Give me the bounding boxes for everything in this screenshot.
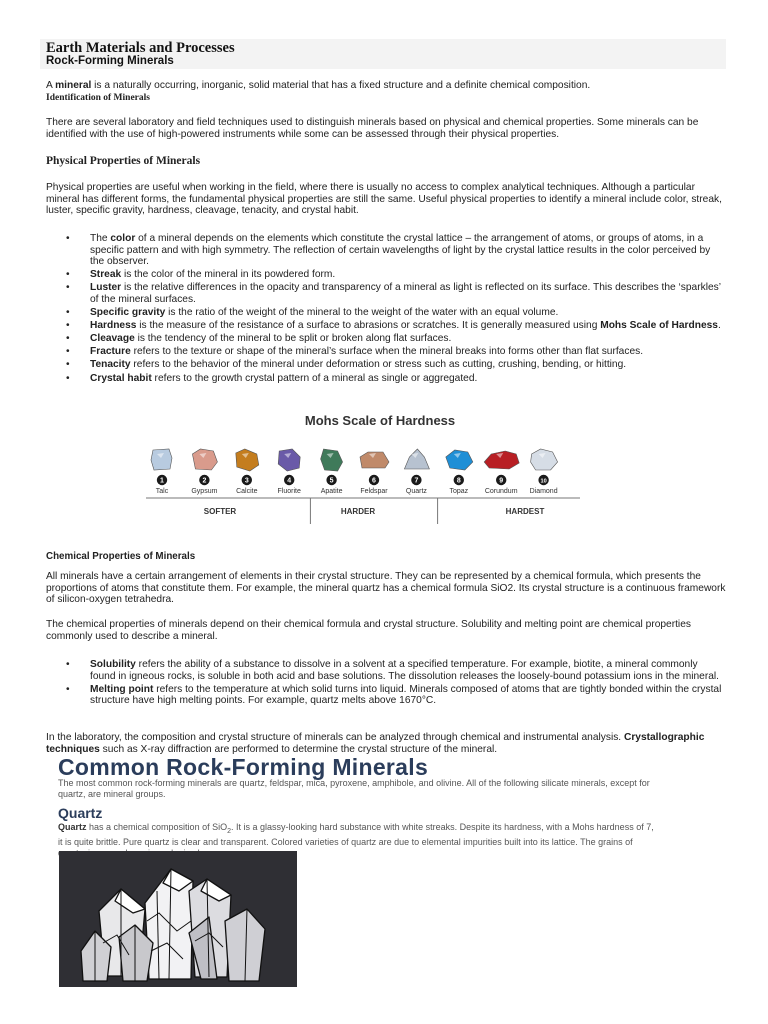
- mineral-name: Diamond: [529, 488, 558, 495]
- mineral-name: Quartz: [405, 488, 427, 495]
- mineral-specimen-feldspar: [360, 452, 389, 495]
- mineral-rock-shape: [321, 449, 343, 471]
- document-title: Earth Materials and Processes: [46, 40, 235, 56]
- physical-paragraph: Physical properties are useful when working in the field, where there is usually no access to complex analytical techniques. Although a particular mineral has different forms, the fundamental physical properties are still the same. Useful physical properties to identify a mineral include color, streak, luster, specific gravity, hardness, cleavage, tenacity, and crystal habit.: [46, 182, 722, 217]
- quartz-crystal-illustration: [59, 851, 297, 987]
- mineral-rock-shape: [151, 449, 172, 470]
- hardness-number: 7: [414, 477, 419, 485]
- hardness-number: 10: [540, 478, 547, 485]
- mineral-rock-shape: [531, 449, 558, 470]
- quartz-paragraph: Quartz has a chemical composition of SiO$_2$. It is a glassy-looking hard substance with white streaks. Despite its hardness, with a Mohs hardness of 7, it is quite brittle. Pure quartz is clear and transparent. Colored varieties of quartz are due to elemental impurities built into its lattice. The grains of: [58, 822, 654, 847]
- list-item: • Melting point refers to the temperature at which solid turns into liquid. Minerals composed of atoms that are tightly bonded within the crystal structure have high melting points. For example, quartz melts above 1670°C.: [66, 683, 722, 707]
- physical-properties-list: [66, 233, 722, 386]
- mineral-definition: A mineral is a naturally occurring, inorganic, solid material that has a fixed structure and a definite chemical composition.: [46, 80, 591, 91]
- mineral-specimen-gypsum: [191, 449, 217, 495]
- scale-label-softer: SOFTER: [203, 507, 237, 516]
- list-item: • Crystal habit refers to the growth crystal pattern of a mineral as single or aggregated.: [66, 372, 478, 384]
- list-item: • The color of a mineral depends on the elements which constitute the crystal lattice – the arrangement of atoms, or groups of atoms, in a specific pattern and with high symmetry. The reflection of certain wavelengths of light by the crystal lattice results in the color perceived by the observer.: [66, 233, 711, 268]
- list-item: • Fracture refers to the texture or shape of the mineral’s surface when the mineral breaks into forms other than flat surfaces.: [66, 346, 644, 358]
- hardness-number: 2: [202, 477, 207, 485]
- list-item: • Solubility refers the ability of a substance to dissolve in a solvent at a specified temperature. For example, biotite, a mineral commonly found in igneous rocks, is soluble in both acid and base solutions. The dissolution releases the loosely-bound potassium ions in the mineral.: [66, 659, 719, 682]
- chemical-paragraph-1: All minerals have a certain arrangement of elements in their crystal structure. They can be represented by a chemical formula, which presents the proportions of atoms that constitute them. For example, the mineral quartz has a chemical formula SiO2. Its crystal structure is a continuous framework of silicon-oxygen tetrahedra.: [46, 571, 726, 606]
- lab-analysis-paragraph: In the laboratory, the composition and crystal structure of minerals can be analyzed through chemical and instrumental analysis. Crystallographic techniques such as X-ray diffraction are performed to determine the crystal structure of the mineral.: [46, 732, 705, 755]
- chemical-heading: Chemical Properties of Minerals: [46, 551, 196, 562]
- mineral-name: Gypsum: [191, 488, 218, 495]
- mineral-specimen-quartz: [404, 449, 429, 495]
- mineral-specimen-diamond: [530, 449, 558, 495]
- list-item: • Specific gravity is the ratio of the weight of the mineral to the weight of the water with an equal volume.: [66, 307, 559, 319]
- mineral-rock-shape: [236, 449, 259, 471]
- mineral-name: Topaz: [449, 488, 469, 495]
- quartz-heading: Quartz: [58, 805, 103, 821]
- chemical-paragraph-2: The chemical properties of minerals depend on their chemical formula and crystal structure. Solubility and melting point are chemical properties commonly used to describe a mineral.: [46, 619, 691, 642]
- hardness-number: 1: [160, 477, 164, 485]
- hardness-number: 8: [456, 477, 461, 485]
- hardness-number: 6: [372, 477, 376, 485]
- identification-paragraph: There are several laboratory and field techniques used to distinguish minerals based on physical and chemical properties. Some minerals can be identified with the use of high-powered instruments while some can be assessed through their physical properties.: [46, 117, 699, 140]
- list-item: • Tenacity refers to the behavior of the mineral under deformation or stress such as cutting, crushing, bending, or hitting.: [66, 359, 627, 371]
- identification-heading: Identification of Minerals: [46, 93, 150, 103]
- scale-label-harder: HARDER: [340, 507, 376, 516]
- mineral-specimen-talc: [151, 449, 172, 495]
- list-item: • Hardness is the measure of the resistance of a surface to abrasions or scratches. It is generally measured using Mohs Scale of Hardness.: [66, 320, 721, 332]
- list-item: • Luster is the relative differences in the opacity and transparency of a mineral as light is reflected on its surface. This describes the ‘sparkles’ of the mineral surfaces.: [66, 282, 721, 305]
- scale-label-hardest: HARDEST: [505, 507, 545, 516]
- mineral-name: Calcite: [236, 488, 258, 495]
- hardness-number: 5: [329, 477, 334, 485]
- mineral-name: Talc: [155, 488, 169, 495]
- document-subtitle: Rock-Forming Minerals: [46, 55, 174, 67]
- mineral-specimen-calcite: [236, 449, 259, 495]
- list-item: • Cleavage is the tendency of the mineral to be split or broken along flat surfaces.: [66, 333, 452, 345]
- mineral-name: Feldspar: [360, 488, 388, 495]
- chemical-properties-list: [66, 659, 722, 708]
- quartz-crystal-image: [59, 851, 297, 987]
- mohs-scale-figure: [140, 440, 610, 525]
- mineral-name: Fluorite: [277, 488, 301, 495]
- list-item: • Streak is the color of the mineral in its powdered form.: [66, 269, 336, 281]
- mineral-name: Corundum: [484, 488, 518, 495]
- mineral-name: Apatite: [320, 488, 343, 495]
- mineral-specimen-apatite: [321, 449, 343, 495]
- common-minerals-title: Common Rock-Forming Minerals: [58, 754, 429, 780]
- mineral-specimen-corundum: [484, 451, 519, 495]
- physical-heading: Physical Properties of Minerals: [46, 155, 201, 167]
- mineral-rock-shape: [278, 449, 300, 471]
- hardness-number: 3: [244, 477, 249, 485]
- mineral-rock-shape: [404, 449, 429, 469]
- term-mineral: mineral: [55, 80, 92, 91]
- mineral-rock-shape: [192, 449, 217, 470]
- hardness-number: 4: [287, 477, 292, 485]
- common-minerals-intro: The most common rock-forming minerals are quartz, feldspar, mica, pyroxene, amphibole, and olivine. All of the following silicate minerals, except for quartz, are mineral groups.: [58, 778, 650, 799]
- mohs-scale-title: Mohs Scale of Hardness: [304, 413, 456, 428]
- mineral-specimen-topaz: [446, 450, 473, 495]
- mineral-rock-shape: [446, 450, 473, 470]
- hardness-number: 9: [499, 477, 504, 485]
- mineral-specimen-fluorite: [278, 449, 301, 495]
